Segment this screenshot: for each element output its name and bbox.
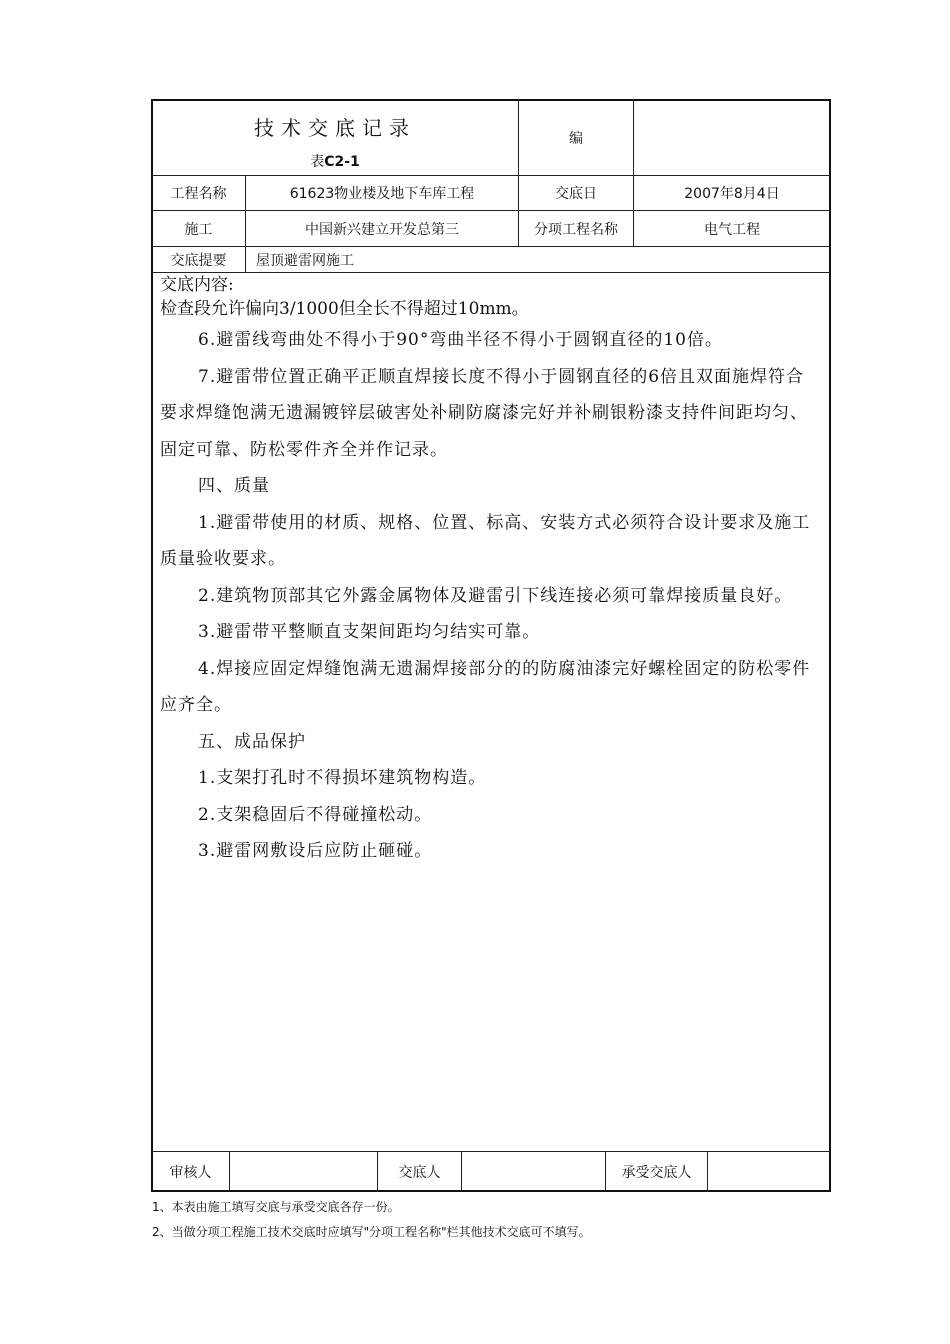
subitem-name-label: 分项工程名称 — [534, 221, 618, 238]
project-name-label: 工程名称 — [170, 186, 227, 202]
content-paragraph: 1.避雷带使用的材质、规格、位置、标高、安装方式必须符合设计要求及施工质量验收要求。 — [160, 512, 811, 569]
section-heading-quality: 四、质量 — [198, 476, 270, 496]
content-paragraph: 检查段允许偏向3/1000但全长不得超过10mm。 — [160, 299, 529, 319]
serial-label: 编 — [569, 130, 583, 147]
section-heading-protection: 五、成品保护 — [198, 731, 306, 752]
disclosure-summary-label: 交底提要 — [170, 252, 227, 269]
content-paragraph: 3.避雷带平整顺直支架间距均匀结实可靠。 — [198, 622, 541, 642]
discloser-signature-field[interactable] — [462, 1152, 605, 1191]
form-code-value: C2-1 — [324, 154, 360, 170]
construction-unit-value[interactable]: 中国新兴建立开发总第三 — [305, 221, 459, 238]
footnote: 1、本表由施工填写交底与承受交底各存一份。 — [152, 1200, 400, 1214]
reviewer-label: 审核人 — [169, 1164, 212, 1181]
project-name-value[interactable]: 61623物业楼及地下车库工程 — [289, 186, 475, 202]
construction-unit-label: 施工 — [184, 221, 213, 238]
receiver-label: 承受交底人 — [621, 1164, 692, 1181]
content-paragraph: 4.焊接应固定焊缝饱满无遗漏焊接部分的的防腐油漆完好螺栓固定的防松零件应齐全。 — [160, 658, 811, 715]
footnote: 2、当做分项工程施工技术交底时应填写"分项工程名称"栏其他技术交底可不填写。 — [152, 1225, 591, 1239]
form-code-prefix: 表 — [310, 154, 325, 170]
content-paragraph: 7.避雷带位置正确平正顺直焊接长度不得小于圆钢直径的6倍且双面施焊符合要求焊缝饱满无遗漏镀锌层破害处补刷防腐漆完好并补刷银粉漆支持件间距均匀、固定可靠、防松零件齐全并作记录。 — [160, 366, 808, 460]
serial-value[interactable] — [634, 100, 830, 175]
divider — [151, 272, 831, 273]
subitem-name-value[interactable]: 电气工程 — [704, 221, 760, 238]
disclosure-date-value[interactable]: 2007年8月4日 — [684, 186, 780, 202]
disclosure-summary-value[interactable]: 屋顶避雷网施工 — [256, 252, 354, 269]
form-title: 技术交底记录 — [254, 116, 416, 140]
content-paragraph: 1.支架打孔时不得损坏建筑物构造。 — [198, 768, 487, 788]
disclosure-date-label: 交底日 — [555, 186, 597, 202]
content-paragraph: 3.避雷网敷设后应防止砸碰。 — [198, 841, 433, 861]
receiver-signature-field[interactable] — [708, 1152, 830, 1191]
disclosure-content — [160, 274, 820, 870]
content-paragraph: 2.建筑物顶部其它外露金属物体及避雷引下线连接必须可靠焊接质量良好。 — [198, 585, 793, 606]
form-code — [152, 151, 518, 171]
discloser-label: 交底人 — [398, 1164, 441, 1181]
content-heading: 交底内容: — [160, 275, 234, 295]
content-paragraph: 2.支架稳固后不得碰撞松动。 — [198, 804, 433, 825]
content-paragraph: 6.避雷线弯曲处不得小于90°弯曲半径不得小于圆钢直径的10倍。 — [198, 330, 723, 350]
reviewer-signature-field[interactable] — [230, 1152, 377, 1191]
